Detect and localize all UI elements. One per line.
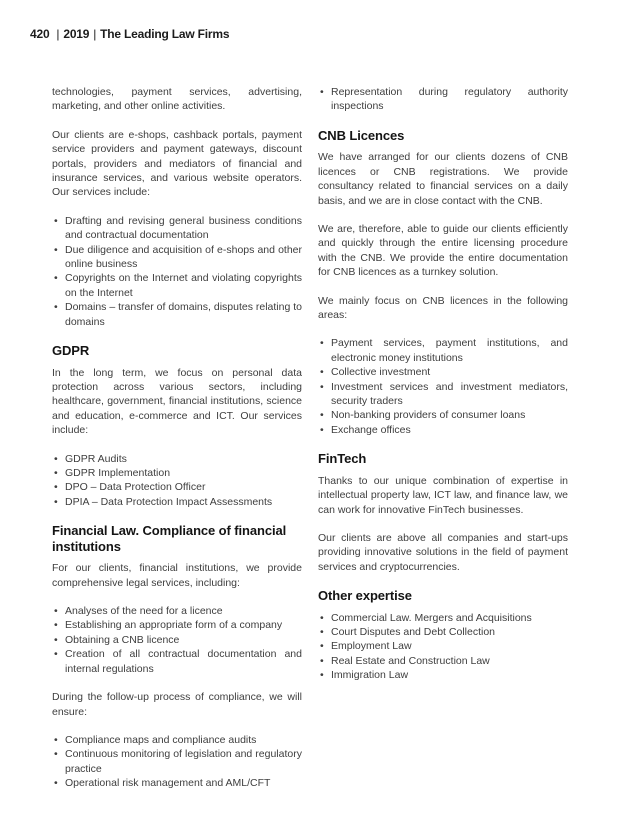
followup-list-continued	[318, 85, 568, 114]
paragraph-followup-intro: During the follow-up process of compliance, we will ensure:	[52, 691, 302, 718]
section-heading-other-expertise: Other expertise	[318, 588, 412, 604]
paragraph-clients: Our clients are e-shops, cashback portals, payment service providers and payment gateways, discount portals, providers and mediators of financial and insurance services, and various website operators. Our services include:	[52, 128, 302, 199]
list-item: • Collective investment	[318, 365, 568, 379]
list-item: • Court Disputes and Debt Collection	[318, 625, 568, 639]
list-item: • DPIA – Data Protection Impact Assessments	[52, 495, 302, 509]
list-item: • Real Estate and Construction Law	[318, 654, 568, 668]
header-year: 2019	[63, 27, 90, 41]
section-heading-cnb-licences: CNB Licences	[318, 127, 405, 143]
services-list	[52, 214, 302, 329]
list-item: • Compliance maps and compliance audits	[52, 733, 302, 747]
two-column-body	[52, 85, 568, 805]
list-item: • Due diligence and acquisition of e-shops and other online business	[52, 243, 302, 272]
list-item: • Representation during regulatory authority inspections	[318, 85, 568, 114]
followup-list	[52, 733, 302, 791]
list-item: • Investment services and investment mediators, security traders	[318, 380, 568, 409]
list-item: • Commercial Law. Mergers and Acquisitions	[318, 611, 568, 625]
list-item: • Copyrights on the Internet and violating copyrights on the Internet	[52, 271, 302, 300]
left-column	[52, 85, 302, 805]
list-item: • Immigration Law	[318, 668, 568, 682]
paragraph-fintech-1: Thanks to our unique combination of expertise in intellectual property law, ICT law, and finance law, we can work for innovative FinTech businesses.	[318, 474, 568, 516]
financial-law-list	[52, 604, 302, 676]
paragraph-cnb-3: We mainly focus on CNB licences in the following areas:	[318, 294, 568, 321]
paragraph-cnb-1: We have arranged for our clients dozens of CNB licences or CNB registrations. We provide consultancy related to financial services on a daily basis, and we are in close contact with the CNB.	[318, 151, 568, 207]
list-item: • Continuous monitoring of legislation and regulatory practice	[52, 747, 302, 776]
list-item: • GDPR Implementation	[52, 466, 302, 480]
page-header	[30, 27, 229, 41]
list-item: • Operational risk management and AML/CFT	[52, 776, 302, 790]
paragraph-intro-tail: technologies, payment services, advertising, marketing, and other online activities.	[52, 86, 302, 113]
list-item: • Obtaining a CNB licence	[52, 633, 302, 647]
list-item: • Payment services, payment institutions, and electronic money institutions	[318, 336, 568, 365]
list-item: • Establishing an appropriate form of a company	[52, 618, 302, 632]
paragraph-financial-law-intro: For our clients, financial institutions, we provide comprehensive legal services, including:	[52, 562, 302, 589]
gdpr-list	[52, 452, 302, 510]
other-expertise-list	[318, 611, 568, 683]
paragraph-fintech-2: Our clients are above all companies and start-ups providing innovative solutions in the field of payment services and cryptocurrencies.	[318, 531, 568, 573]
list-item: • Non-banking providers of consumer loans	[318, 408, 568, 422]
page-number: 420	[30, 27, 50, 41]
section-heading-fintech: FinTech	[318, 451, 367, 467]
list-item: • Exchange offices	[318, 423, 568, 437]
list-item: • Domains – transfer of domains, disputes relating to domains	[52, 300, 302, 329]
list-item: • Creation of all contractual documentation and internal regulations	[52, 647, 302, 676]
section-heading-gdpr: GDPR	[52, 343, 90, 359]
header-publication-title: The Leading Law Firms	[100, 27, 230, 41]
list-item: • Analyses of the need for a licence	[52, 604, 302, 618]
section-heading-financial-law: Financial Law. Compliance of financial institutions	[52, 523, 287, 554]
list-item: • Employment Law	[318, 639, 568, 653]
header-separator: |	[56, 26, 60, 41]
list-item: • Drafting and revising general business conditions and contractual documentation	[52, 214, 302, 243]
list-item: • GDPR Audits	[52, 452, 302, 466]
cnb-areas-list	[318, 336, 568, 437]
paragraph-cnb-2: We are, therefore, able to guide our clients efficiently and quickly through the entire licensing procedure with the CNB. We provide the entire documentation for CNB licences as a turnkey solution.	[318, 222, 568, 279]
list-item: • DPO – Data Protection Officer	[52, 480, 302, 494]
header-separator: |	[93, 26, 97, 41]
right-column	[318, 85, 568, 805]
paragraph-gdpr-intro: In the long term, we focus on personal data protection across various sectors, including healthcare, government, financial institutions, science and education, e-commerce and ICT. Our services include:	[52, 366, 302, 437]
